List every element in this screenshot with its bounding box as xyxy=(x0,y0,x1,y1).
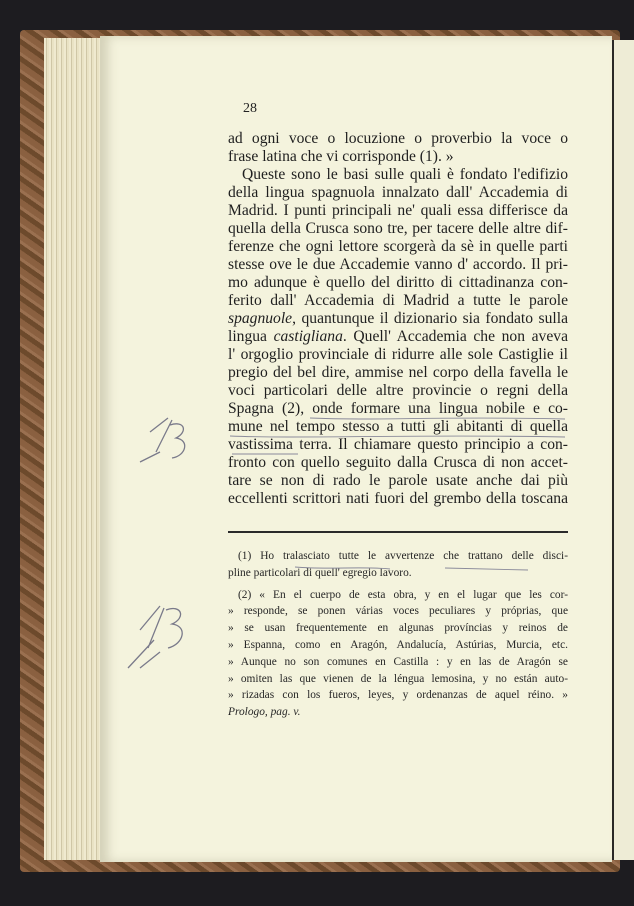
footnote-line: » Espanna, como en Aragón, Andalucía, Astúrias, Murcia, etc. xyxy=(228,638,568,651)
body-text xyxy=(228,130,568,508)
body-line: voci particolari delle altre provincie o regni della xyxy=(228,382,568,399)
footnote-line: » omiten las que vienen de la léngua lemosina, y no están auto- xyxy=(228,672,568,685)
footnotes xyxy=(228,548,568,721)
body-line: mune nel tempo stesso a tutti gli abitanti di quella xyxy=(228,418,568,435)
page-number: 28 xyxy=(243,101,257,116)
body-line: quella della Crusca sono tre, per tacere delle altre dif- xyxy=(228,220,568,237)
body-line: Madrid. I punti principali ne' quali essa differisce da xyxy=(228,202,568,219)
facing-page-edge xyxy=(612,40,634,860)
footnote-line: pline particolari di quell' egregio lavoro. xyxy=(228,566,412,579)
footnote-line: » se usan frequentemente en algunas províncias y reinos de xyxy=(228,622,568,635)
body-line: Queste sono le basi sulle quali è fondato l'edifizio xyxy=(242,166,568,183)
body-line: tare se non di rado le parole usate anche dai più xyxy=(228,472,568,489)
footnote-line: » responde, se ponen várias voces peculiares y próprias, que xyxy=(228,605,568,618)
body-line: fronto con quello seguito dalla Crusca di non accet- xyxy=(228,454,568,471)
footnote-line: Prologo, pag. v. xyxy=(228,706,301,719)
body-line: ad ogni voce o locuzione o proverbio la voce o xyxy=(228,130,568,147)
body-line: pregio del bel dire, ammise nel corpo della favella le xyxy=(228,364,568,381)
body-line: ferenze che ogni lettore scorgerà da sè in quelle parti xyxy=(228,238,568,255)
body-line: l' orgoglio provinciale di ridurre alle sole Castiglie il xyxy=(228,346,568,363)
footnote-line: (2) « En el cuerpo de esta obra, y en el lugar que les cor- xyxy=(238,588,568,601)
footnote-line: (1) Ho tralasciato tutte le avvertenze che trattano delle disci- xyxy=(238,550,568,562)
footnote-divider xyxy=(228,531,568,533)
footnote-line: » Aunque no son comunes en Castilla : y en las de Aragón se xyxy=(228,655,568,668)
body-line: eccellenti scrittori nati fuori del grembo della toscana xyxy=(228,490,568,507)
body-line: mo adunque è quello del diritto di cittadinanza con- xyxy=(228,274,568,291)
body-line: stesse ove le due Accademie vanno d' accordo. Il pri- xyxy=(228,256,568,273)
body-line: ferito dall' Accademia di Madrid a tutte le parole xyxy=(228,292,568,309)
body-line: Spagna (2), onde formare una lingua nobile e co- xyxy=(228,400,568,417)
page-edges xyxy=(44,38,102,860)
footnote-line: » rizadas con los fueros, leyes, y ordenanzas de aquel réino. » xyxy=(228,689,568,702)
body-line: lingua castigliana. Quell' Accademia che non aveva xyxy=(228,328,568,345)
body-line: della lingua spagnuola innalzato dall' Accademia di xyxy=(228,184,568,201)
body-line: frase latina che vi corrisponde (1). » xyxy=(228,148,454,165)
body-line: spagnuole, quantunque il dizionario sia fondato sulla xyxy=(228,310,568,327)
body-line: vastissima terra. Il chiamare questo principio a con- xyxy=(228,436,568,453)
